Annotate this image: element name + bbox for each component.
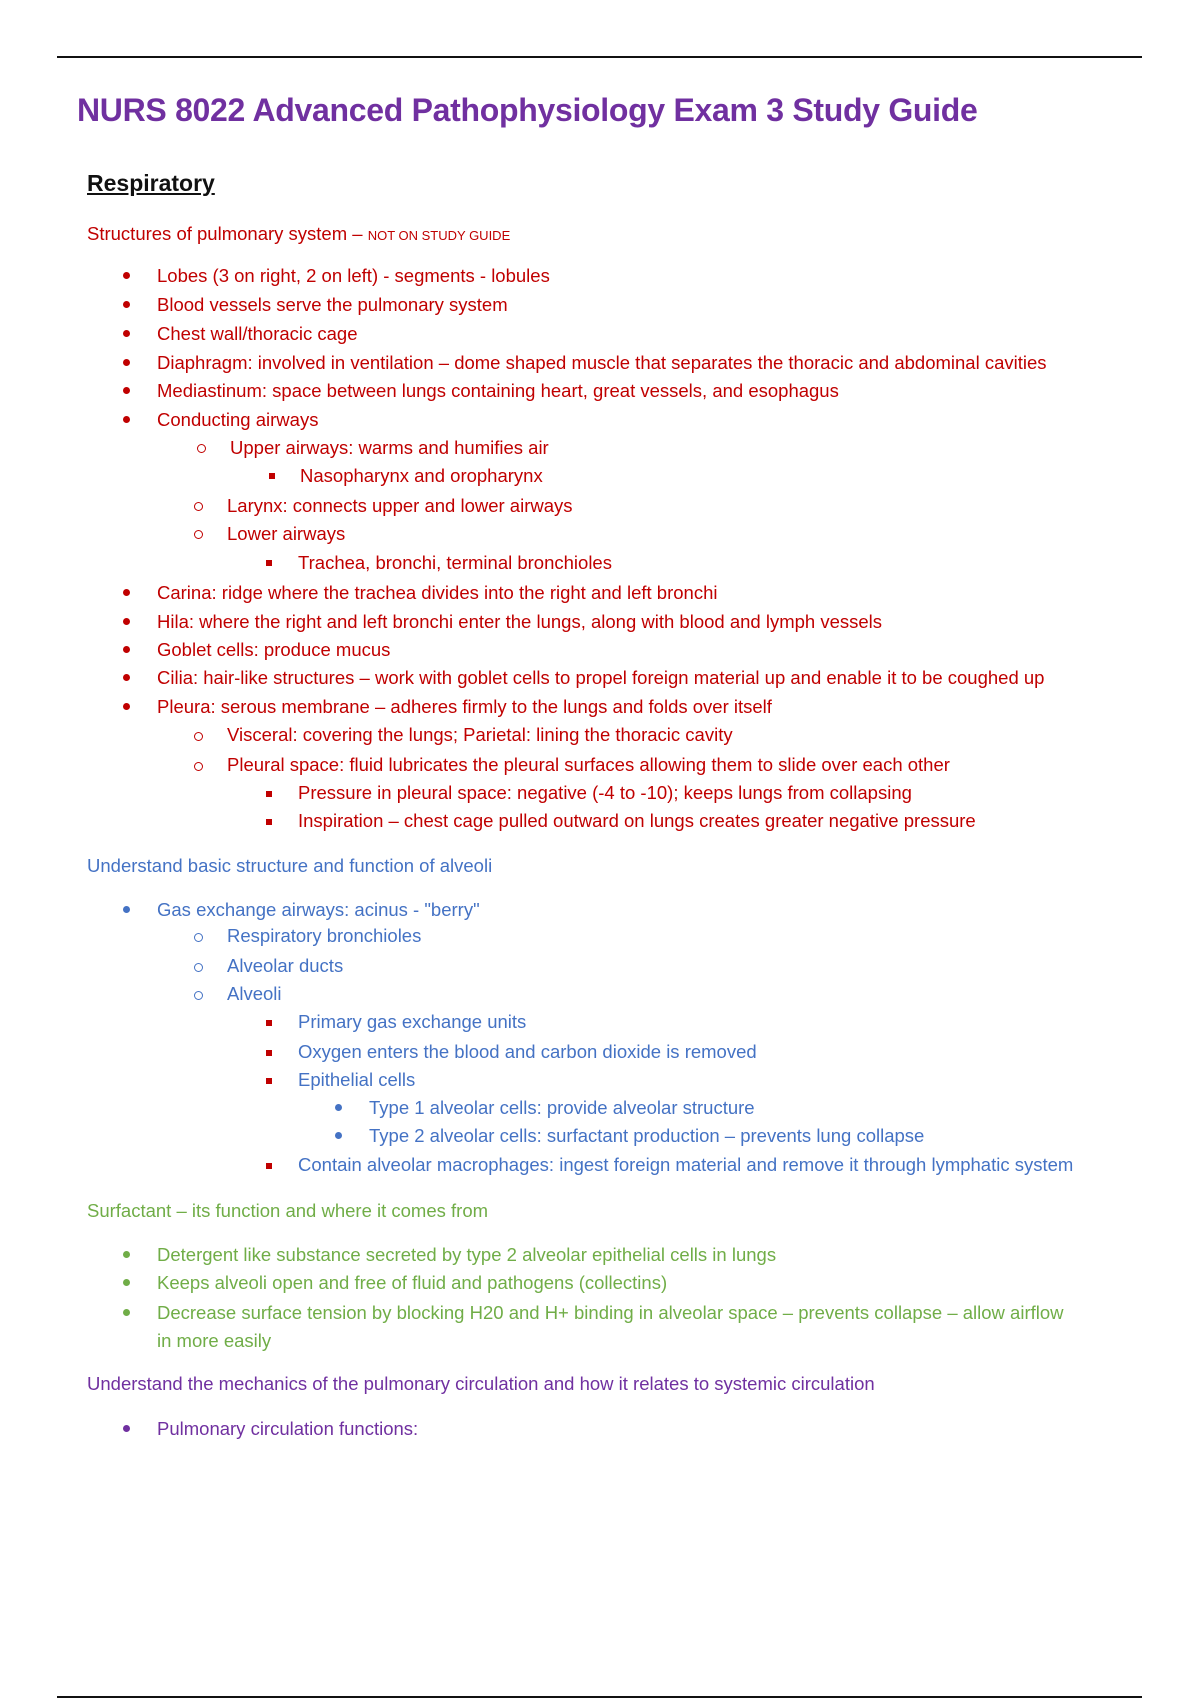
bullet-dot-icon — [123, 674, 130, 681]
surfactant-heading: Surfactant – its function and where it comes from — [87, 1200, 489, 1221]
structures-note: NOT ON STUDY GUIDE — [367, 228, 511, 243]
bullet-circle-icon — [194, 991, 203, 1000]
list-item: Upper airways: warms and humifies air — [230, 437, 549, 458]
list-item: Detergent like substance secreted by type 2 alveolar epithelial cells in lungs — [157, 1244, 777, 1265]
bullet-dot-icon — [123, 301, 130, 308]
list-item: Goblet cells: produce mucus — [157, 639, 391, 660]
list-item: Gas exchange airways: acinus - "berry" — [157, 899, 480, 920]
list-item: Pleura: serous membrane – adheres firmly to the lungs and folds over itself — [157, 696, 772, 717]
list-item: Keeps alveoli open and free of fluid and pathogens (collectins) — [157, 1272, 668, 1293]
list-item: Trachea, bronchi, terminal bronchioles — [298, 552, 612, 573]
list-item: Pulmonary circulation functions: — [157, 1418, 419, 1439]
list-item: Type 1 alveolar cells: provide alveolar structure — [369, 1097, 755, 1118]
list-item: Decrease surface tension by blocking H20 and H+ binding in alveolar space – prevents collapse – allow airflow — [157, 1302, 1064, 1323]
list-item: Carina: ridge where the trachea divides into the right and left bronchi — [157, 582, 718, 603]
list-item: Larynx: connects upper and lower airways — [227, 495, 573, 516]
list-item: Hila: where the right and left bronchi enter the lungs, along with blood and lymph vessels — [157, 611, 883, 632]
bullet-circle-icon — [194, 502, 203, 511]
page-title: NURS 8022 Advanced Pathophysiology Exam 3 Study Guide — [77, 92, 978, 128]
bullet-dot-icon — [123, 1309, 130, 1316]
pulmonary-heading: Understand the mechanics of the pulmonary circulation and how it relates to systemic circulation — [87, 1373, 875, 1394]
bullet-square-icon — [266, 791, 272, 797]
bullet-circle-icon — [194, 732, 203, 741]
bullet-dot-icon — [335, 1132, 342, 1139]
list-item: Primary gas exchange units — [298, 1011, 527, 1032]
list-item: Pressure in pleural space: negative (-4 to -10); keeps lungs from collapsing — [298, 782, 912, 803]
top-rule — [57, 56, 1142, 58]
list-item: Epithelial cells — [298, 1069, 416, 1090]
list-item-continuation: in more easily — [157, 1330, 272, 1351]
bullet-dot-icon — [123, 1279, 130, 1286]
list-item: Pleural space: fluid lubricates the pleural surfaces allowing them to slide over each other — [227, 754, 950, 775]
list-item: Conducting airways — [157, 409, 319, 430]
bullet-dot-icon — [123, 330, 130, 337]
bullet-circle-icon — [194, 963, 203, 972]
bullet-dot-icon — [123, 416, 130, 423]
bullet-dot-icon — [123, 359, 130, 366]
list-item: Alveoli — [227, 983, 282, 1004]
bullet-square-icon — [269, 473, 275, 479]
bullet-square-icon — [266, 1163, 272, 1169]
list-item: Visceral: covering the lungs; Parietal: lining the thoracic cavity — [227, 724, 733, 745]
bullet-dot-icon — [123, 646, 130, 653]
bullet-square-icon — [266, 1050, 272, 1056]
list-item: Oxygen enters the blood and carbon dioxide is removed — [298, 1041, 757, 1062]
list-item: Contain alveolar macrophages: ingest foreign material and remove it through lymphatic system — [298, 1154, 1074, 1175]
list-item: Mediastinum: space between lungs containing heart, great vessels, and esophagus — [157, 380, 839, 401]
alveoli-heading: Understand basic structure and function of alveoli — [87, 855, 493, 876]
bullet-square-icon — [266, 560, 272, 566]
list-item: Respiratory bronchioles — [227, 925, 422, 946]
bullet-circle-icon — [194, 933, 203, 942]
list-item: Chest wall/thoracic cage — [157, 323, 358, 344]
section-heading: Respiratory — [87, 170, 215, 196]
bullet-square-icon — [266, 819, 272, 825]
list-item: Diaphragm: involved in ventilation – dome shaped muscle that separates the thoracic and abdominal cavities — [157, 352, 1047, 373]
list-item: Lobes (3 on right, 2 on left) - segments - lobules — [157, 265, 550, 286]
bullet-dot-icon — [123, 906, 130, 913]
list-item: Blood vessels serve the pulmonary system — [157, 294, 508, 315]
bullet-dot-icon — [123, 1425, 130, 1432]
list-item: Lower airways — [227, 523, 346, 544]
bullet-dot-icon — [123, 618, 130, 625]
list-item: Type 2 alveolar cells: surfactant production – prevents lung collapse — [369, 1125, 925, 1146]
list-item: Cilia: hair-like structures – work with goblet cells to propel foreign material up and enable it to be coughed up — [157, 667, 1045, 688]
bullet-dot-icon — [123, 703, 130, 710]
bullet-dot-icon — [123, 387, 130, 394]
bottom-rule — [57, 1696, 1142, 1698]
bullet-dot-icon — [123, 589, 130, 596]
bullet-circle-icon — [194, 530, 203, 539]
list-item: Inspiration – chest cage pulled outward on lungs creates greater negative pressure — [298, 810, 976, 831]
bullet-square-icon — [266, 1020, 272, 1026]
list-item: Nasopharynx and oropharynx — [300, 465, 543, 486]
bullet-dot-icon — [123, 272, 130, 279]
structures-heading — [87, 222, 510, 248]
bullet-square-icon — [266, 1078, 272, 1084]
structures-heading-text: Structures of pulmonary system – — [87, 223, 363, 244]
bullet-dot-icon — [335, 1104, 342, 1111]
list-item: Alveolar ducts — [227, 955, 344, 976]
bullet-circle-icon — [197, 444, 206, 453]
bullet-circle-icon — [194, 762, 203, 771]
bullet-dot-icon — [123, 1251, 130, 1258]
